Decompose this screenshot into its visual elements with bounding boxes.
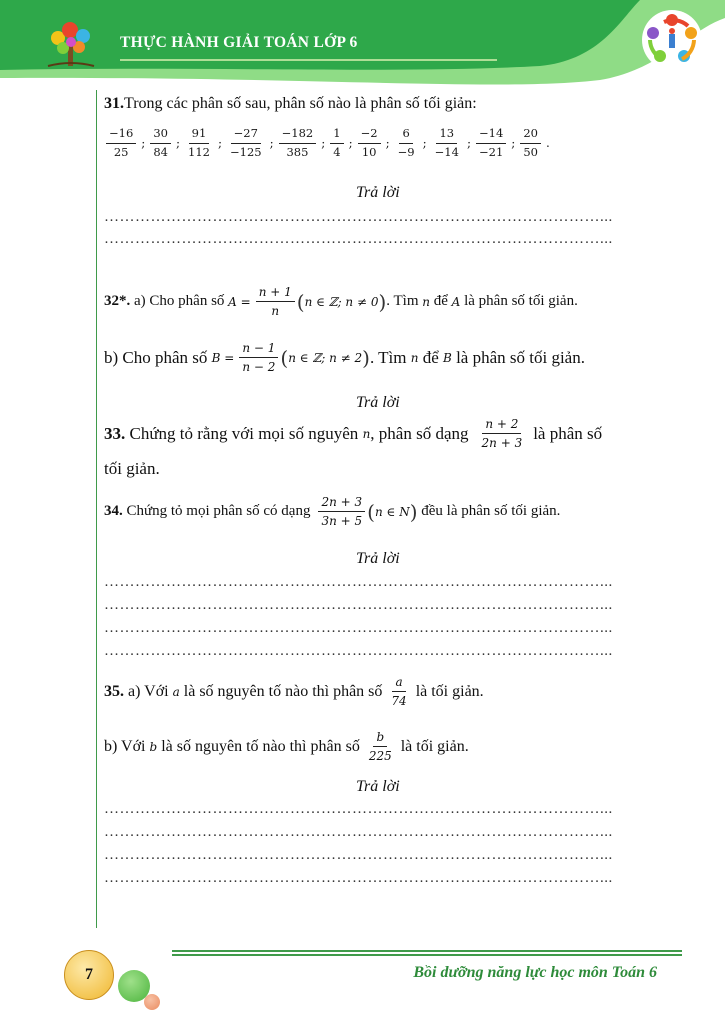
question-32a: 32*. a) Cho phân số A = $\frac{n + 1}{n}$ ( n ∈ ℤ; n ≠ 0 ) . Tìm n để A là phân số tối giản. bbox=[104, 285, 578, 318]
question-number: 32*. bbox=[104, 293, 131, 309]
separator: ; bbox=[217, 136, 223, 150]
answer-label: Trả lời bbox=[356, 394, 400, 411]
answer-line: ……………………………………………………………………………………... bbox=[104, 231, 613, 247]
footer-text: Bồi dưỡng năng lực học môn Toán 6 bbox=[413, 964, 657, 981]
question-text: là số nguyên tố nào thì phân số bbox=[179, 682, 387, 700]
question-33 bbox=[104, 418, 602, 449]
condition: n ∈ ℤ; n ≠ 0 bbox=[304, 294, 379, 309]
fraction: $\frac{-27}{-125}$ bbox=[230, 126, 262, 159]
fraction: $\frac{n + 1}{n}$ bbox=[256, 286, 295, 317]
answer-line: ……………………………………………………………………………………... bbox=[104, 620, 613, 636]
separator: . bbox=[545, 136, 550, 150]
separator: ; bbox=[422, 136, 427, 150]
question-text: là phân số bbox=[533, 423, 603, 443]
question-text: là phân số tối giản. bbox=[451, 347, 585, 367]
fraction: $\frac{a}{74}$ bbox=[391, 675, 407, 708]
footer-divider bbox=[172, 950, 682, 952]
question-35a bbox=[104, 676, 484, 707]
question-text: là tối giản. bbox=[396, 737, 469, 755]
question-number: 34. bbox=[104, 503, 123, 519]
answer-label: Trả lời bbox=[356, 778, 400, 795]
question-33-continued: tối giản. bbox=[104, 459, 160, 478]
separator: ; bbox=[348, 136, 353, 150]
fraction: $\frac{b}{225}$ bbox=[368, 730, 392, 763]
answer-line: ……………………………………………………………………………………... bbox=[104, 801, 613, 817]
question-32b: b) Cho phân số B = $\frac{n - 1}{n - 2}$ ( n ∈ ℤ; n ≠ 2 ) . Tìm n để B là phân số tối giản. bbox=[104, 341, 585, 374]
fraction: $\frac{91}{112}$ bbox=[188, 126, 210, 159]
condition: n ∈ ℤ; n ≠ 2 bbox=[288, 350, 363, 365]
question-text: , phân số dạng bbox=[370, 423, 469, 443]
question-34: 34. Chứng tỏ mọi phân số có dạng $\frac{2n + 3}{3n + 5}$ ( n ∈ N ) đều là phân số tối giản. bbox=[104, 495, 561, 528]
left-margin-line bbox=[96, 90, 97, 928]
people-circle-logo-icon bbox=[642, 10, 702, 70]
fraction: $\frac{20}{50}$ bbox=[520, 128, 541, 158]
header-banner bbox=[0, 0, 725, 95]
answer-line: ……………………………………………………………………………………... bbox=[104, 870, 613, 886]
question-text: là số nguyên tố nào thì phân số bbox=[157, 737, 364, 755]
question-number: 31. bbox=[104, 95, 124, 112]
answer-line: ……………………………………………………………………………………... bbox=[104, 847, 613, 863]
fraction-list bbox=[104, 128, 553, 158]
question-35b bbox=[104, 731, 469, 762]
variable: a bbox=[172, 684, 180, 699]
footer-divider bbox=[172, 954, 682, 956]
separator: ; bbox=[175, 136, 181, 150]
variable: n bbox=[410, 350, 419, 365]
answer-line: ……………………………………………………………………………………... bbox=[104, 824, 613, 840]
separator: ; bbox=[269, 136, 274, 150]
header-title: THỰC HÀNH GIẢI TOÁN LỚP 6 bbox=[120, 34, 358, 51]
condition: n ∈ N bbox=[374, 504, 410, 519]
question-text: Chứng tỏ rằng với mọi số nguyên bbox=[125, 423, 363, 443]
variable: A bbox=[451, 294, 461, 309]
page-number-badge bbox=[64, 950, 114, 1000]
fraction: $\frac{6}{-9}$ bbox=[397, 126, 415, 159]
question-text: Chứng tỏ mọi phân số có dạng bbox=[122, 503, 311, 519]
formula-lhs: A = bbox=[228, 294, 251, 309]
fraction: $\frac{13}{-14}$ bbox=[434, 126, 459, 159]
variable: b bbox=[149, 739, 158, 754]
fraction: $\frac{n - 1}{n - 2}$ bbox=[239, 342, 278, 373]
answer-label: Trả lời bbox=[356, 550, 400, 567]
page-number: 7 bbox=[85, 966, 93, 983]
decorative-circle bbox=[144, 994, 160, 1010]
fraction: $\frac{2n + 3}{3n + 5}$ bbox=[318, 496, 365, 527]
question-number: 35. bbox=[104, 682, 124, 700]
answer-line: ……………………………………………………………………………………... bbox=[104, 209, 613, 225]
question-31 bbox=[104, 95, 477, 113]
question-number: 33. bbox=[104, 423, 126, 443]
fraction: $\frac{1}{4}$ bbox=[330, 128, 343, 158]
separator: ; bbox=[385, 136, 390, 150]
variable: n bbox=[422, 294, 430, 309]
question-text: b) Với bbox=[104, 737, 150, 755]
answer-label: Trả lời bbox=[356, 184, 400, 201]
formula-lhs: B = bbox=[211, 350, 235, 365]
question-text: . Tìm bbox=[369, 347, 411, 367]
question-text: đều là phân số tối giản. bbox=[417, 503, 561, 519]
fraction: $\frac{30}{84}$ bbox=[150, 128, 171, 158]
question-text: là tối giản. bbox=[411, 682, 484, 700]
answer-line: ……………………………………………………………………………………... bbox=[104, 597, 613, 613]
separator: ; bbox=[466, 136, 471, 150]
question-text: . Tìm bbox=[386, 293, 423, 309]
question-text: Trong các phân số sau, phân số nào là phân số tối giản: bbox=[124, 95, 477, 112]
question-text: a) Với bbox=[124, 682, 173, 700]
question-text: là phân số tối giản. bbox=[460, 293, 578, 309]
separator: ; bbox=[511, 136, 516, 150]
separator: ; bbox=[141, 136, 146, 150]
answer-line: ……………………………………………………………………………………... bbox=[104, 574, 613, 590]
fraction: $\frac{-2}{10}$ bbox=[358, 128, 381, 158]
answer-line: ……………………………………………………………………………………... bbox=[104, 643, 613, 659]
fraction: $\frac{n + 2}{2n + 3}$ bbox=[481, 417, 523, 450]
question-text: để bbox=[418, 347, 443, 367]
fraction: $\frac{-14}{-21}$ bbox=[476, 128, 506, 158]
fraction: $\frac{-182}{385}$ bbox=[279, 128, 317, 158]
variable: B bbox=[443, 350, 452, 365]
variable: n bbox=[362, 426, 371, 441]
question-text: để bbox=[430, 293, 452, 309]
separator: ; bbox=[321, 136, 326, 150]
fraction: $\frac{-16}{25}$ bbox=[106, 128, 136, 158]
question-text: b) Cho phân số bbox=[104, 347, 212, 367]
question-text: a) Cho phân số bbox=[130, 293, 229, 309]
